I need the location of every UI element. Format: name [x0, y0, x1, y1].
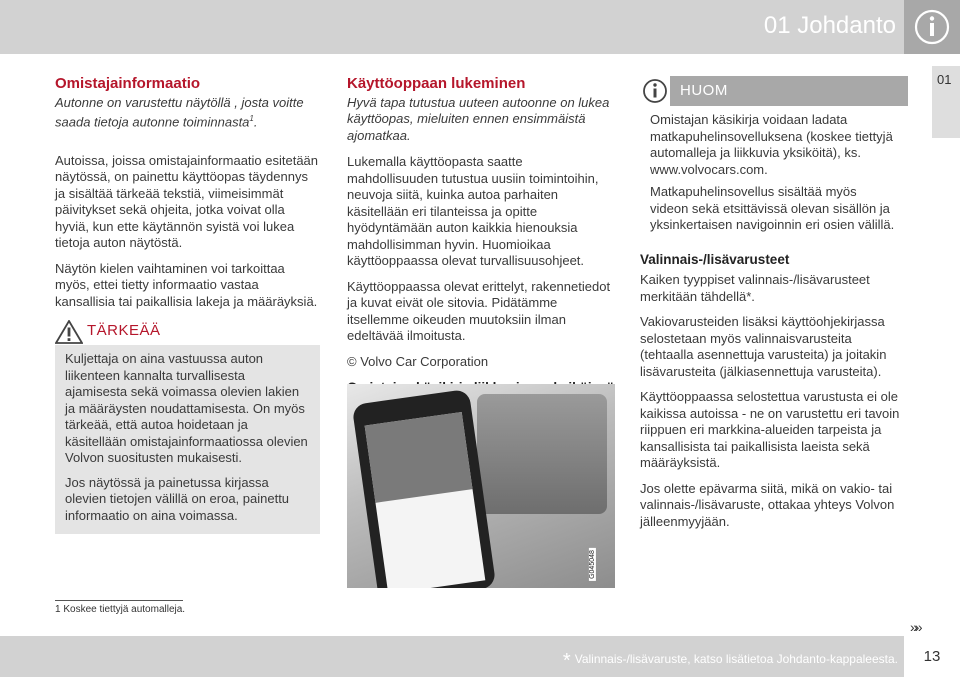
warning-text: Kuljettaja on aina vastuussa auton liikenteen kannalta turvallisesta ajamisesta sekä voimassa olevien lakien ja määräysten noudattamisesta. On myös tärkeää, että autoa hoidetaan ja käsitellään omistajainformaatiossa olevien Volvon suositusten mukaisesti. [65, 351, 308, 466]
note-body [640, 112, 908, 234]
note-header [640, 76, 908, 106]
paragraph: Kaiken tyyppiset valinnais-/lisävarusteet merkitään tähdellä*. [640, 272, 870, 304]
section-heading-optional-equipment: Valinnais-/lisävarusteet [640, 251, 790, 267]
section-intro [55, 95, 320, 131]
section-heading-reading-manual: Käyttöoppaan lukeminen [347, 75, 526, 92]
footer-note-text: Valinnais-/lisävaruste, katso lisätietoa Johdanto-kappaleesta. [574, 652, 898, 666]
chapter-title: 01 Johdanto [763, 12, 896, 39]
column-right [640, 76, 908, 539]
warning-text: Jos näytössä ja painetussa kirjassa olevien tietojen välillä on eroa, painettu informaatio on aina voimassa. [65, 474, 290, 523]
page-footer [0, 636, 960, 677]
header-info-box [904, 0, 960, 54]
phone-screen-image [365, 412, 473, 503]
info-icon [640, 76, 670, 106]
warning-label: TÄRKEÄÄ [87, 322, 161, 340]
footnote-text: Koskee tiettyjä automalleja. [63, 604, 186, 615]
phone-screen [365, 412, 486, 588]
footnote-divider [55, 600, 183, 601]
footnote-ref: 1 [249, 114, 254, 123]
warning-header [55, 319, 320, 345]
warning-body [55, 345, 320, 524]
phone-in-car-photo [347, 384, 615, 588]
smartphone-image [352, 389, 497, 588]
note-text: Matkapuhelinsovellus sisältää myös videon sekä etsittävissä olevan sisällön ja yksinkertaisen navigoinnin eri osien välillä. [650, 184, 895, 232]
intro-end: . [253, 114, 258, 130]
next-page-arrow-icon: » [914, 619, 920, 635]
paragraph: Lukemalla käyttöopasta saatte mahdollisuuden tutustua uusiin toimintoihin, neuvoja siitä, kuinka autoa parhaiten käsitellään eri tilanteissa ja opitte hyödyntämään auton kaikkia hienouksia mahdollisimman hyvin. Huomioikaa käyttöoppaassa olevat turvallisuusohjeet. [347, 154, 599, 268]
section-intro: Hyvä tapa tutustua uuteen autoonne on lukea käyttöopas, mieluiten ennen ensimmäistä ajomatkaa. [347, 94, 610, 143]
column-left [55, 76, 320, 534]
car-console-image [477, 394, 607, 514]
warning-box [55, 319, 320, 534]
footnote [55, 604, 185, 615]
footnote-marker: 1 [55, 604, 61, 615]
note-icon-box [640, 76, 670, 106]
column-middle [347, 76, 615, 401]
paragraph: Jos olette epävarma siitä, mikä on vakio- tai valinnais-/lisävaruste, ottakaa yhteys Volvon jälleenmyyjään. [640, 480, 895, 529]
footer-optional-note [563, 650, 898, 673]
page-header [0, 0, 960, 54]
chapter-side-tab [932, 66, 960, 138]
page-number: 13 [904, 636, 960, 677]
paragraph: Näytön kielen vaihtaminen voi tarkoittaa myös, ettei tietty informaatio vastaa kansallisia tai paikallisia lakeja ja määräyksiä. [55, 260, 318, 309]
note-label: HUOM [680, 82, 728, 99]
chapter-side-tab-label: 01 [937, 72, 952, 87]
section-heading-owner-info: Omistajainformaatio [55, 75, 201, 92]
paragraph: Käyttöoppaassa selostettua varustusta ei ole kaikissa autoissa - ne on varustettu eri tavoin riippuen eri markkina-alueiden tarpeista ja kansallisista tai paikallisista laeista sekä määräyksistä. [640, 389, 900, 470]
intro-text: Autonne on varustettu näytöllä , josta voitte saada tietoja autonne toiminnasta [55, 94, 304, 130]
asterisk-marker: * [562, 650, 571, 672]
next-page-arrow-icon: » [910, 619, 915, 635]
next-page-arrows [910, 619, 920, 635]
warning-triangle-icon [55, 320, 83, 344]
image-code: G045048 [589, 550, 597, 579]
paragraph: Käyttöoppaassa olevat erittelyt, rakennetiedot ja kuvat eivät ole sitovia. Pidätämme itsellemme oikeuden muutoksiin ilman edeltävää ilmoitusta. [347, 278, 611, 343]
copyright: © Volvo Car Corporation [347, 353, 489, 369]
paragraph: Autoissa, joissa omistajainformaatio esitetään näytössä, on painettu käyttöopas täydennys ja sisältää tärkeää tekstiä, viimeisimmät päivitykset sekä ohjeita, jotka voivat olla hyviä, kun ette käytännön syistä voi lukea tietoja auton näytöstä. [55, 152, 319, 251]
note-text: Omistajan käsikirja voidaan ladata matkapuhelinsovelluksena (koskee tiettyjä automalleja ja liikkuvia yksiköitä), ks. www.volvocars.com. [650, 112, 893, 177]
paragraph: Vakiovarusteiden lisäksi käyttöohjekirjassa selostetaan myös valinnaisvarusteita (tehtaalla asennettuja varusteita) ja joitakin lisävarusteita (jälkiasennettuja varusteita). [640, 314, 887, 379]
info-icon [904, 0, 960, 54]
